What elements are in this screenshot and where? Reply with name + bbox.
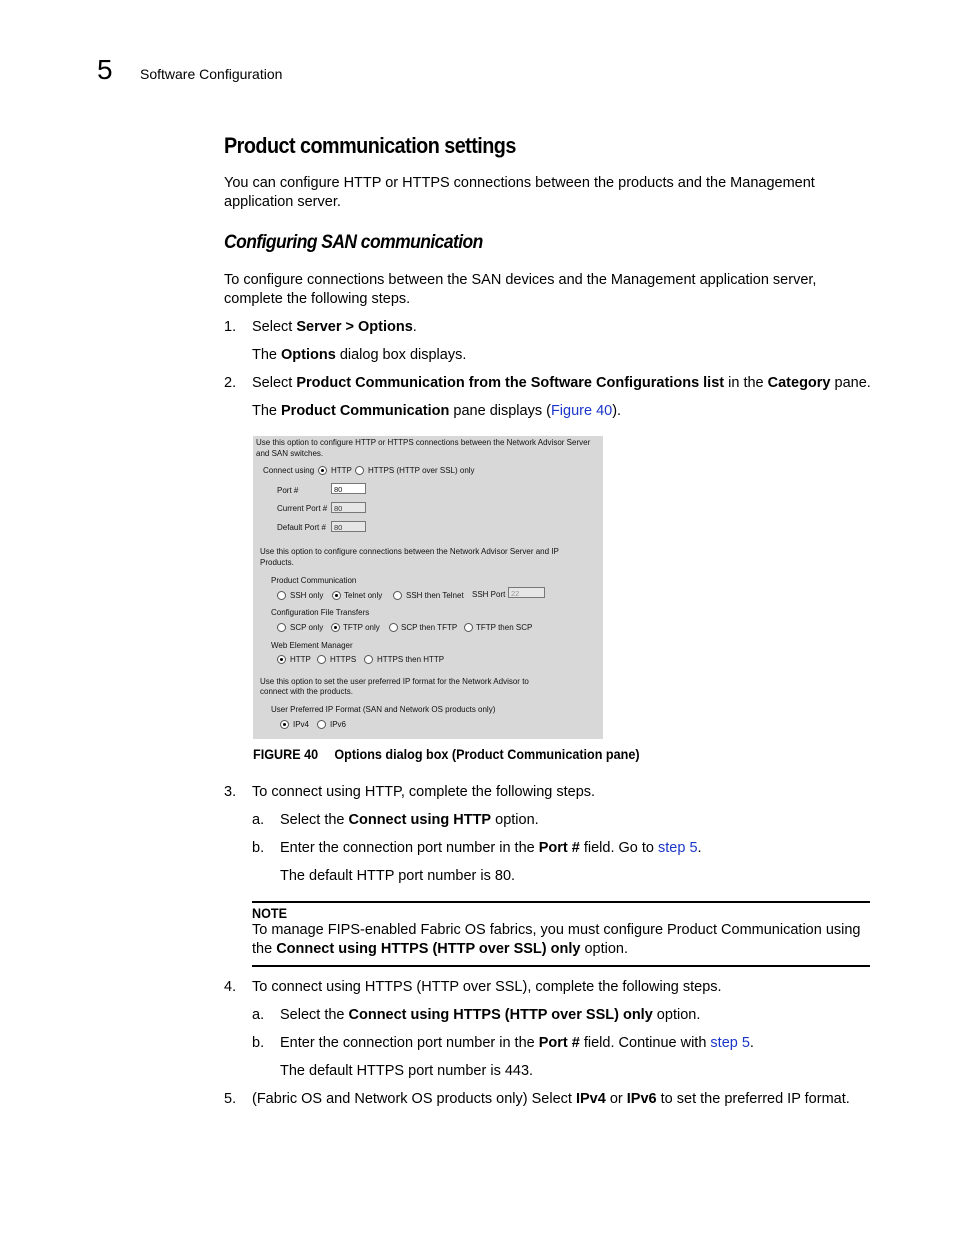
- ssh-then-telnet-label: SSH then Telnet: [406, 591, 464, 600]
- note-top-rule: [252, 901, 870, 903]
- step-1-result: The Options dialog box displays.: [252, 347, 467, 363]
- figure-label: FIGURE 40: [253, 746, 319, 762]
- substep-letter: a.: [252, 812, 265, 828]
- step-number: 3.: [224, 784, 237, 800]
- ssh-only-label: SSH only: [290, 591, 324, 600]
- ssh-only-radio[interactable]: [277, 591, 286, 600]
- port-field[interactable]: 80: [331, 483, 366, 494]
- telnet-only-radio[interactable]: [332, 591, 341, 600]
- step-5-link[interactable]: step 5: [710, 1035, 750, 1051]
- note-text-line2: the Connect using HTTPS (HTTP over SSL) only option.: [252, 941, 629, 957]
- ipv6-radio[interactable]: [317, 720, 326, 729]
- options-dialog-screenshot: [253, 436, 603, 739]
- step-2-result: The Product Communication pane displays (Figure 40).: [252, 403, 622, 419]
- substep-letter: a.: [252, 1007, 265, 1023]
- default-port-field: 80: [331, 521, 366, 532]
- port-label: Port #: [277, 486, 299, 495]
- chapter-title: Software Configuration: [140, 66, 283, 82]
- http-radio[interactable]: [318, 466, 327, 475]
- desc-ip-products: Use this option to configure connections between the Network Advisor Server and IP: [260, 547, 559, 556]
- step-4: To connect using HTTPS (HTTP over SSL), complete the following steps.: [252, 979, 722, 995]
- note-text-line1: To manage FIPS-enabled Fabric OS fabrics, you must configure Product Communication using: [252, 922, 861, 938]
- scp-then-tftp-radio[interactable]: [389, 623, 398, 632]
- telnet-only-label: Telnet only: [344, 591, 383, 600]
- https-radio[interactable]: [355, 466, 364, 475]
- tftp-only-radio[interactable]: [331, 623, 340, 632]
- step-1: Select Server > Options.: [252, 319, 417, 335]
- web-element-manager-label: Web Element Manager: [271, 641, 353, 650]
- scp-only-label: SCP only: [290, 623, 324, 632]
- desc-http-cont: and SAN switches.: [256, 449, 324, 458]
- current-port-label: Current Port #: [277, 504, 328, 513]
- step-number: 2.: [224, 375, 237, 391]
- current-port-field: 80: [331, 502, 366, 513]
- tftp-then-scp-label: TFTP then SCP: [476, 623, 533, 632]
- connect-using-label: Connect using: [263, 466, 315, 475]
- default-port-label: Default Port #: [277, 523, 326, 532]
- ipv4-radio[interactable]: [280, 720, 289, 729]
- subsection-title: Configuring SAN communication: [224, 232, 483, 253]
- step-number: 4.: [224, 979, 237, 995]
- step-3a: Select the Connect using HTTP option.: [280, 812, 539, 828]
- http-option-label: HTTP: [331, 466, 352, 475]
- step-2: Select Product Communication from the Software Configurations list in the Category pane.: [252, 375, 871, 391]
- chapter-number: 5: [97, 54, 113, 85]
- ip-format-label: User Preferred IP Format (SAN and Network OS products only): [271, 705, 496, 714]
- wem-https-then-http-label: HTTPS then HTTP: [377, 655, 445, 664]
- desc-ip-format: Use this option to set the user preferred IP format for the Network Advisor to: [260, 677, 529, 686]
- section-intro: You can configure HTTP or HTTPS connections between the products and the Management application server.: [224, 175, 815, 210]
- desc-ip-format-cont: connect with the products.: [260, 687, 353, 696]
- wem-http-label: HTTP: [290, 655, 311, 664]
- figure-caption-text: Options dialog box (Product Communication pane): [334, 746, 640, 762]
- ssh-then-telnet-radio[interactable]: [393, 591, 402, 600]
- tftp-only-label: TFTP only: [343, 623, 380, 632]
- substep-letter: b.: [252, 840, 265, 856]
- step-4b-result: The default HTTPS port number is 443.: [280, 1063, 534, 1079]
- ipv4-label: IPv4: [293, 720, 310, 729]
- note-label: NOTE: [252, 905, 288, 921]
- subsection-intro: To configure connections between the SAN devices and the Management application server, complete the following steps.: [224, 272, 817, 307]
- desc-http: Use this option to configure HTTP or HTTPS connections between the Network Advisor Server: [256, 438, 591, 447]
- product-communication-label: Product Communication: [271, 576, 357, 585]
- step-number: 5.: [224, 1091, 237, 1107]
- wem-https-label: HTTPS: [330, 655, 357, 664]
- config-file-transfers-label: Configuration File Transfers: [271, 608, 370, 617]
- tftp-then-scp-radio[interactable]: [464, 623, 473, 632]
- step-4b: Enter the connection port number in the Port # field. Continue with step 5.: [280, 1035, 754, 1051]
- scp-then-tftp-label: SCP then TFTP: [401, 623, 458, 632]
- ssh-port-label: SSH Port: [472, 590, 506, 599]
- https-option-label: HTTPS (HTTP over SSL) only: [368, 466, 475, 475]
- step-3b-result: The default HTTP port number is 80.: [280, 868, 516, 884]
- figure-caption: [253, 746, 640, 762]
- figure-40-link[interactable]: Figure 40: [550, 403, 613, 419]
- step-3: To connect using HTTP, complete the following steps.: [252, 784, 596, 800]
- scp-only-radio[interactable]: [277, 623, 286, 632]
- step-3b: Enter the connection port number in the Port # field. Go to step 5.: [280, 840, 702, 856]
- ipv6-label: IPv6: [330, 720, 347, 729]
- step-5: (Fabric OS and Network OS products only) Select IPv4 or IPv6 to set the preferred IP format.: [252, 1091, 850, 1107]
- ssh-port-field: 22: [508, 587, 545, 598]
- wem-https-then-http-radio[interactable]: [364, 655, 373, 664]
- note-bottom-rule: [252, 965, 870, 967]
- wem-http-radio[interactable]: [277, 655, 286, 664]
- step-4a: Select the Connect using HTTPS (HTTP over SSL) only option.: [280, 1007, 701, 1023]
- step-5-link[interactable]: step 5: [658, 840, 698, 856]
- wem-https-radio[interactable]: [317, 655, 326, 664]
- section-title: Product communication settings: [224, 133, 516, 158]
- step-number: 1.: [224, 319, 237, 335]
- substep-letter: b.: [252, 1035, 265, 1051]
- desc-ip-products-cont: Products.: [260, 558, 294, 567]
